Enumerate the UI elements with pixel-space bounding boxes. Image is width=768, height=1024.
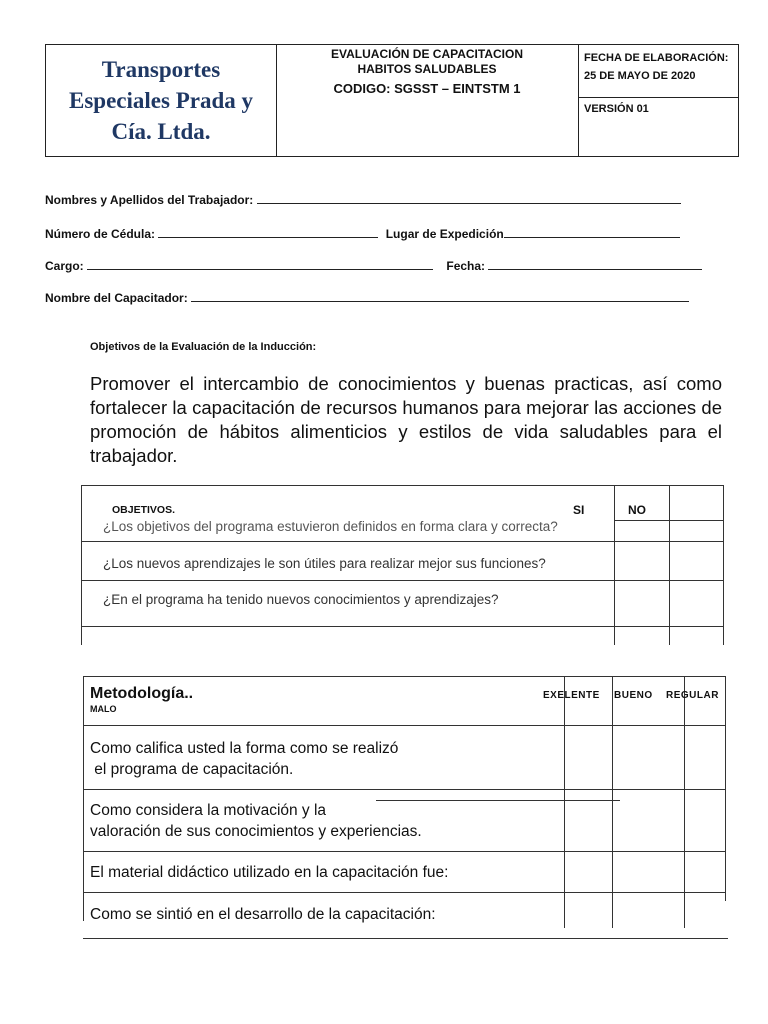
date-line[interactable] <box>488 259 702 270</box>
table2-bottom-line <box>83 938 728 939</box>
table2-top-border <box>83 676 726 677</box>
company-name-line2: Especiales Prada y <box>69 88 253 113</box>
methodology-title: Metodología.. <box>90 685 194 702</box>
table2-header-divider <box>83 725 726 726</box>
company-name-line3: Cía. Ltda. <box>111 119 211 144</box>
trainer-name-line[interactable] <box>191 291 689 302</box>
worker-name-line[interactable] <box>257 193 681 204</box>
company-name-line1: Transportes <box>101 57 221 82</box>
malo-column-header: MALO <box>90 704 117 714</box>
table1-right-border <box>723 485 724 645</box>
table1-no-divider <box>669 485 670 645</box>
table2-excelente-divider <box>564 676 565 928</box>
worker-name-label: Nombres y Apellidos del Trabajador: <box>45 193 254 207</box>
table1-question-3: ¿En el programa ha tenido nuevos conocimientos y aprendizajes? <box>103 592 499 607</box>
table2-regular-divider <box>684 676 685 928</box>
position-label: Cargo: <box>45 259 84 273</box>
regular-column-header: REGULAR <box>666 690 719 701</box>
objectives-column-header: OBJETIVOS. <box>112 504 176 516</box>
table1-row-divider-2 <box>81 580 724 581</box>
id-number-line[interactable] <box>158 227 378 238</box>
table2-question-2 <box>90 800 422 842</box>
worker-name-field[interactable] <box>45 193 681 207</box>
table2-question-3: El material didáctico utilizado en la capacitación fue: <box>90 864 449 881</box>
document-title-cell <box>276 45 579 156</box>
table2-row-divider-3 <box>83 892 726 893</box>
bueno-column-header: BUENO <box>614 690 653 701</box>
table1-row-divider-3 <box>81 626 724 627</box>
document-title-line2: HABITOS SALUDABLES <box>357 62 497 76</box>
id-number-field[interactable] <box>45 227 680 241</box>
table1-question-1: ¿Los objetivos del programa estuvieron definidos en forma clara y correcta? <box>103 519 558 534</box>
objectives-title: Objetivos de la Evaluación de la Inducción: <box>90 341 317 353</box>
id-number-label: Número de Cédula: <box>45 227 156 241</box>
table2-right-border <box>725 676 726 901</box>
table2-question-2-line1: Como considera la motivación y la <box>90 802 327 819</box>
no-column-header: NO <box>628 503 646 517</box>
elaboration-date-label: FECHA DE ELABORACIÓN: <box>584 52 729 64</box>
document-title-line1: EVALUACIÓN DE CAPACITACION <box>331 47 523 61</box>
document-code: CODIGO: SGSST – EINTSTM 1 <box>333 81 521 96</box>
issue-place-line[interactable] <box>504 227 680 238</box>
table2-question-4: Como se sintió en el desarrollo de la capacitación: <box>90 906 436 923</box>
table1-left-border <box>81 485 82 645</box>
table1-question-2: ¿Los nuevos aprendizajes le son útiles para realizar mejor sus funciones? <box>103 556 546 571</box>
table2-question-1-line1: Como califica usted la forma como se realizó <box>90 740 399 757</box>
issue-place-label: Lugar de Expedición <box>385 227 504 241</box>
position-line[interactable] <box>87 259 433 270</box>
table2-row-divider-2 <box>83 851 726 852</box>
trainer-name-label: Nombre del Capacitador: <box>45 291 188 305</box>
table2-question-1 <box>90 738 398 780</box>
company-name <box>46 45 277 156</box>
table1-si-divider <box>614 485 615 645</box>
trainer-name-field[interactable] <box>45 291 689 305</box>
table2-row-divider-1 <box>83 789 726 790</box>
document-header <box>45 44 739 157</box>
table2-question-1-line2: el programa de capacitación. <box>90 761 294 778</box>
objectives-paragraph: Promover el intercambio de conocimientos y buenas practicas, así como fortalecer la capacitación de recursos humanos para mejorar las acciones de promoción de hábitos alimenticios y estilos de vida saludables para el trabajador. <box>90 373 722 466</box>
elaboration-date-value: 25 DE MAYO DE 2020 <box>584 70 696 82</box>
table1-top-border <box>81 485 724 486</box>
si-column-header: SI <box>573 503 585 517</box>
document-version: VERSIÓN 01 <box>584 103 649 115</box>
position-field[interactable] <box>45 259 702 273</box>
table2-question-2-line2: valoración de sus conocimientos y experiencias. <box>90 823 422 840</box>
table2-bueno-divider <box>612 676 613 928</box>
document-meta-cell <box>578 45 738 156</box>
table1-row-divider-1 <box>81 541 724 542</box>
excelente-column-header: EXELENTE <box>543 690 600 701</box>
table2-left-border <box>83 676 84 921</box>
date-label: Fecha: <box>446 259 486 273</box>
